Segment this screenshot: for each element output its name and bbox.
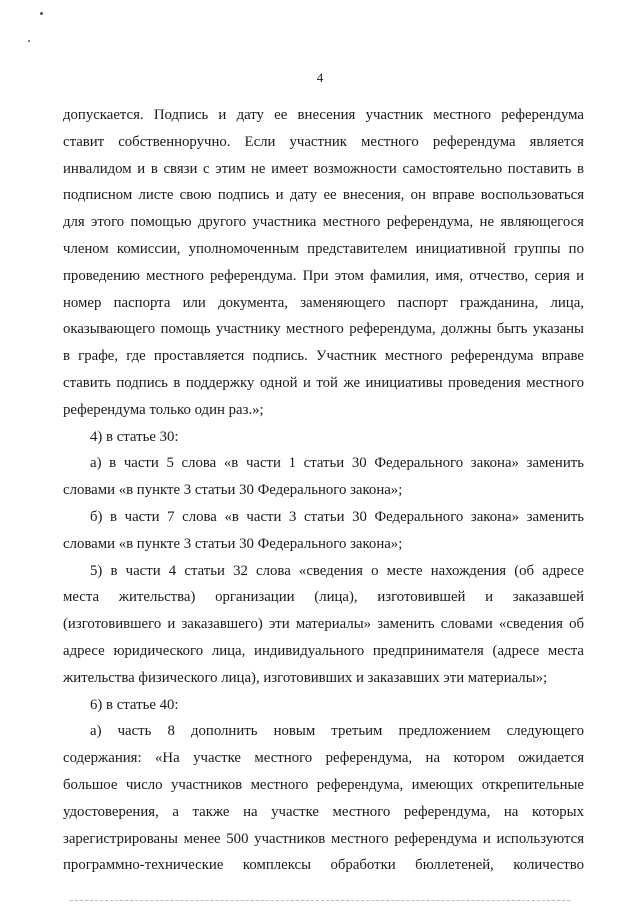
- text-line: а) в части 5 слова «в части 1 статьи 30 Федерального закона» заменить: [90, 455, 584, 472]
- text-line: допускается. Подпись и дату ее внесения участник местного референдума: [63, 107, 584, 123]
- text-line: ставит собственноручно. Если участник местного референдума является: [63, 133, 584, 150]
- document-body: [63, 102, 584, 879]
- text-line: содержания: «На участке местного референдума, на котором ожидается: [63, 750, 584, 767]
- text-line: в графе, где проставляется подпись. Участник местного референдума вправе: [63, 348, 584, 365]
- text-line: зарегистрированы менее 500 участников местного референдума и используются: [63, 830, 584, 847]
- text-line: жительства физического лица), изготовивших и заказавших эти материалы»;: [63, 669, 548, 686]
- text-line: членом комиссии, уполномоченным представителем инициативной группы по: [63, 240, 584, 257]
- text-line: удостоверения, а также на участке местного референдума, на которых: [63, 803, 584, 820]
- text-line: оказывающего помощь участнику местного референдума, должны быть указаны: [63, 321, 584, 338]
- text-line: адресе юридического лица, индивидуального предпринимателя (адресе места: [63, 642, 584, 659]
- scan-dot-mark: [40, 12, 43, 15]
- text-line: большое число участников местного референдума, имеющих открепительные: [63, 776, 584, 793]
- text-line: инвалидом и в связи с этим не имеет возможности самостоятельно поставить в: [63, 160, 584, 177]
- text-line: 5) в части 4 статьи 32 слова «сведения о месте нахождения (об адресе: [90, 562, 584, 579]
- text-line: подписном листе свою подпись и дату ее внесения, он вправе воспользоваться: [63, 187, 584, 204]
- text-line: словами «в пункте 3 статьи 30 Федерального закона»;: [63, 482, 403, 499]
- scan-dot-mark: [28, 40, 30, 42]
- text-line: 4) в статье 30:: [90, 428, 179, 445]
- text-line: а) часть 8 дополнить новым третьим предложением следующего: [90, 723, 584, 740]
- page-bottom-edge: [70, 900, 570, 902]
- text-line: б) в части 7 слова «в части 3 статьи 30 Федерального закона» заменить: [90, 508, 584, 525]
- text-line: номер паспорта или документа, заменяющего паспорт гражданина, лица,: [63, 294, 584, 311]
- text-line: для этого помощью другого участника местного референдума, не являющегося: [63, 214, 584, 231]
- text-line: референдума только один раз.»;: [63, 401, 264, 418]
- page-number: 4: [316, 70, 324, 85]
- text-line: программно-технические комплексы обработки бюллетеней, количество: [63, 857, 584, 874]
- text-line: места жительства) организации (лица), изготовившей и заказавшей: [63, 589, 584, 606]
- text-line: (изготовившего и заказавшего) эти материалы» заменить словами «сведения об: [63, 616, 584, 633]
- text-line: 6) в статье 40:: [90, 696, 179, 713]
- text-line: ставить подпись в поддержку одной и той же инициативы проведения местного: [63, 374, 584, 391]
- text-line: словами «в пункте 3 статьи 30 Федерального закона»;: [63, 535, 403, 552]
- text-line: проведению местного референдума. При этом фамилия, имя, отчество, серия и: [63, 267, 584, 284]
